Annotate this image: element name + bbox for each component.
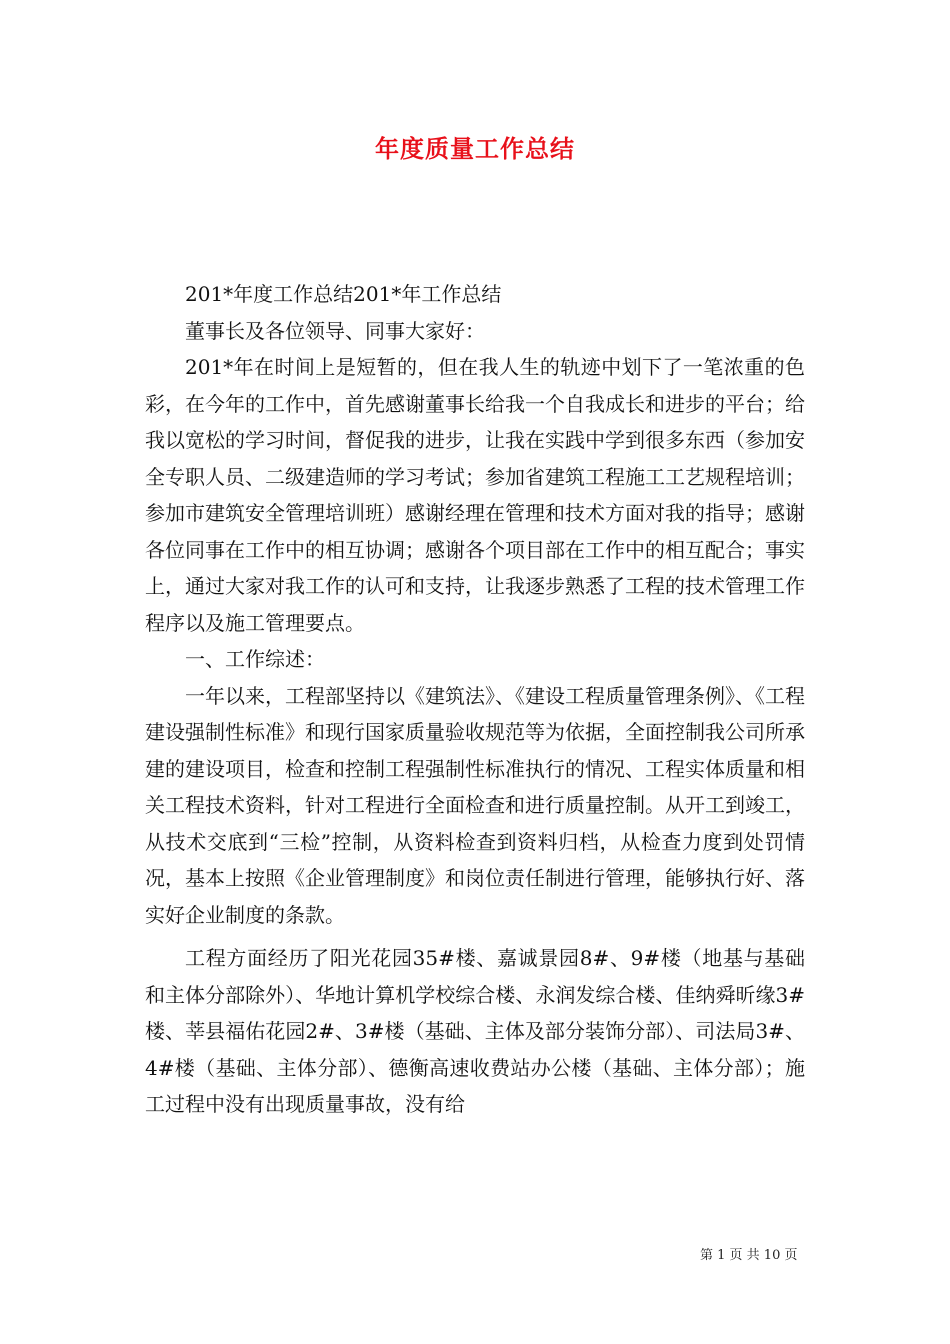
document-body [145, 276, 805, 1123]
paragraph-heading-line: 201*年度工作总结201*年工作总结 [185, 282, 502, 306]
paragraph-intro: 201*年在时间上是短暂的，但在我人生的轨迹中划下了一笔浓重的色彩，在今年的工作中，首先感谢董事长给我一个自我成长和进步的平台；给我以宽松的学习时间，督促我的进步，让我在实践中学到很多东西（参加安全专职人员、二级建造师的学习考试；参加省建筑工程施工工艺规程培训；参加市建筑安全管理培训班）感谢经理在管理和技术方面对我的指导；感谢各位同事在工作中的相互协调；感谢各个项目部在工作中的相互配合；事实上，通过大家对我工作的认可和支持，让我逐步熟悉了工程的技术管理工作程序以及施工管理要点。 [145, 355, 805, 635]
paragraph-work-overview: 一年以来，工程部坚持以《建筑法》、《建设工程质量管理条例》、《工程建设强制性标准》和现行国家质量验收规范等为依据，全面控制我公司所承建的建设项目，检查和控制工程强制性标准执行的情况、工程实体质量和相关工程技术资料，针对工程进行全面检查和进行质量控制。从开工到竣工，从技术交底到“三检”控制，从资料检查到资料归档，从检查力度到处罚情况，基本上按照《企业管理制度》和岗位责任制进行管理，能够执行好、落实好企业制度的条款。 [145, 683, 805, 927]
paragraph-greeting: 董事长及各位领导、同事大家好： [185, 318, 485, 343]
page-number-footer: 第 1 页 共 10 页 [700, 1248, 798, 1263]
paragraph-projects: 工程方面经历了阳光花园35#楼、嘉诚景园8#、9#楼（地基与基础和主体分部除外）、华地计算机学校综合楼、永润发综合楼、佳纳舜昕缘3#楼、莘县福佑花园2#、3#楼（基础、主体及部分装饰分部）、司法局3#、4#楼（基础、主体分部）、德衡高速收费站办公楼（基础、主体分部）；施工过程中没有出现质量事故，没有给 [145, 946, 805, 1116]
section-heading-work-overview: 一、工作综述： [185, 647, 325, 671]
document-title: 年度质量工作总结 [375, 134, 575, 163]
